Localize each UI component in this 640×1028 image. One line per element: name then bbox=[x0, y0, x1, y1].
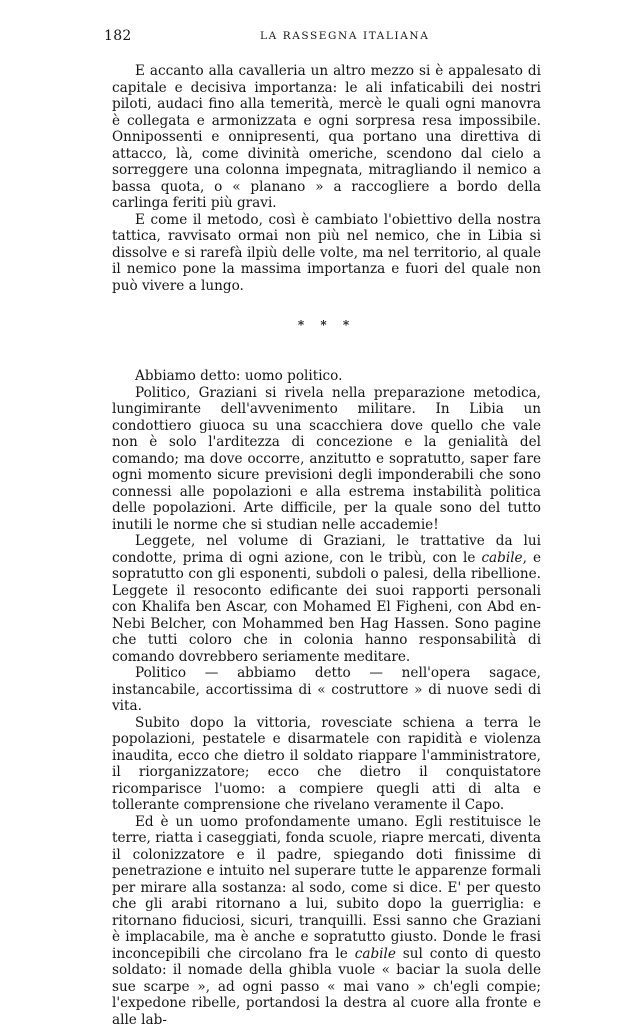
page-header bbox=[96, 28, 544, 48]
paragraph-aviation: E accanto alla cavalleria un altro mezzo si è appalesato di capitale e decisiva importanza: le ali infaticabili dei nostri piloti, audaci fino alla temerità, mercè le quali ogni manovra è collegata e armonizzata e ogni sorpresa resa impossibile. Onnipossenti e onnipresenti, qua portano una direttiva di attacco, là, come divinità omeriche, scendono dal cielo a sorreggere una colonna impegnata, mitragliando il nemico a bassa quota, o « planano » a raccogliere a bordo della carlinga feriti più gravi. bbox=[112, 63, 541, 212]
umano-text-start: Ed è un uomo profondamente umano. Egli restituisce le terre, riatta i caseggiati, fonda scuole, riapre mercati, diventa il colonizzatore e il padre, spiegando doti finissime di penetrazione e intuito nel superare tutte le apparenze formali per mirare alla sostanza: al sodo, come si dice. E' per questo che gli arabi ritornano a lui, subito dopo la guerriglia: e ritornano fiduciosi, sicuri, tranquilli. Essi sanno che Graziani è implacabile, ma è anche e sopratutto giusto. Donde le frasi inconcepibili che circolano fra le bbox=[112, 814, 541, 962]
running-head: LA RASSEGNA ITALIANA bbox=[260, 30, 429, 42]
paragraph-umano bbox=[112, 814, 541, 1028]
paragraph-trattative bbox=[112, 533, 541, 665]
trattative-text-start: Leggete, nel volume di Graziani, le trattative da lui condotte, prima di ogni azione, con le tribù, con le bbox=[112, 533, 541, 566]
paragraph-tactics: E come il metodo, così è cambiato l'obiettivo della nostra tattica, ravvisato ormai non più nel nemico, che in Libia si dissolve e si rarefà ilpiù delle volte, ma nel territorio, al quale il nemico pone la massima importanza e fuori del quale non può vivere a lungo. bbox=[112, 212, 541, 295]
paragraph-vittoria: Subito dopo la vittoria, rovesciate schiena a terra le popolazioni, pestatele e disarmatele con rapidità e violenza inaudita, ecco che dietro il soldato riappare l'amministratore, il riorganizzatore; ecco che dietro il conquistatore ricomparisce l'uomo: a compiere quegli atti di alta e tollerante comprensione che rivelano veramente il Capo. bbox=[112, 715, 541, 814]
umano-italic-cabile: cabile bbox=[355, 946, 396, 962]
body-text bbox=[112, 63, 541, 1028]
section-break bbox=[112, 294, 541, 368]
paragraph-costruttore: Politico — abbiamo detto — nell'opera sagace, instancabile, accortissima di « costruttore » di nuove sedi di vita. bbox=[112, 665, 541, 715]
paragraph-uomo-politico: Abbiamo detto: uomo politico. bbox=[112, 368, 541, 385]
paragraph-preparazione: Politico, Graziani si rivela nella preparazione metodica, lungimirante dell'avvenimento militare. In Libia un condottiero giuoca su una scacchiera dove quello che vale non è solo l'arditezza di concezione e la genialità del comando; ma dove occorre, anzitutto e sopratutto, saper fare ogni momento sicure previsioni degli imponderabili che sono connessi alle popolazioni e alla estrema instabilità politica delle popolazioni. Arte difficile, per la quale sono del tutto inutili le norme che si studian nelle accademie! bbox=[112, 385, 541, 534]
section-break-stars: * * * bbox=[112, 318, 541, 332]
umano-text-end: sul conto di questo soldato: il nomade della ghibla vuole « baciar la suola delle sue scarpe », ad ogni passo « mai vano » ch'egli compie; l'expedone ribelle, portandosi la destra al cuore alla fronte e alle lab- bbox=[112, 946, 541, 1028]
trattative-italic-cabile: cabile bbox=[481, 550, 522, 566]
trattative-text-end: , e sopratutto con gli esponenti, subdoli o palesi, della ribellione. Leggete il resoconto edificante dei suoi rapporti personali con Khalifa ben Ascar, con Mohamed El Figheni, con Abd en-Nebi Belcher, con Mohammed ben Hag Hassen. Sono pagine che tutti coloro che in colonia hanno responsabilità di comando dovrebbero seriamente meditare. bbox=[112, 550, 541, 665]
page-number: 182 bbox=[104, 28, 132, 44]
